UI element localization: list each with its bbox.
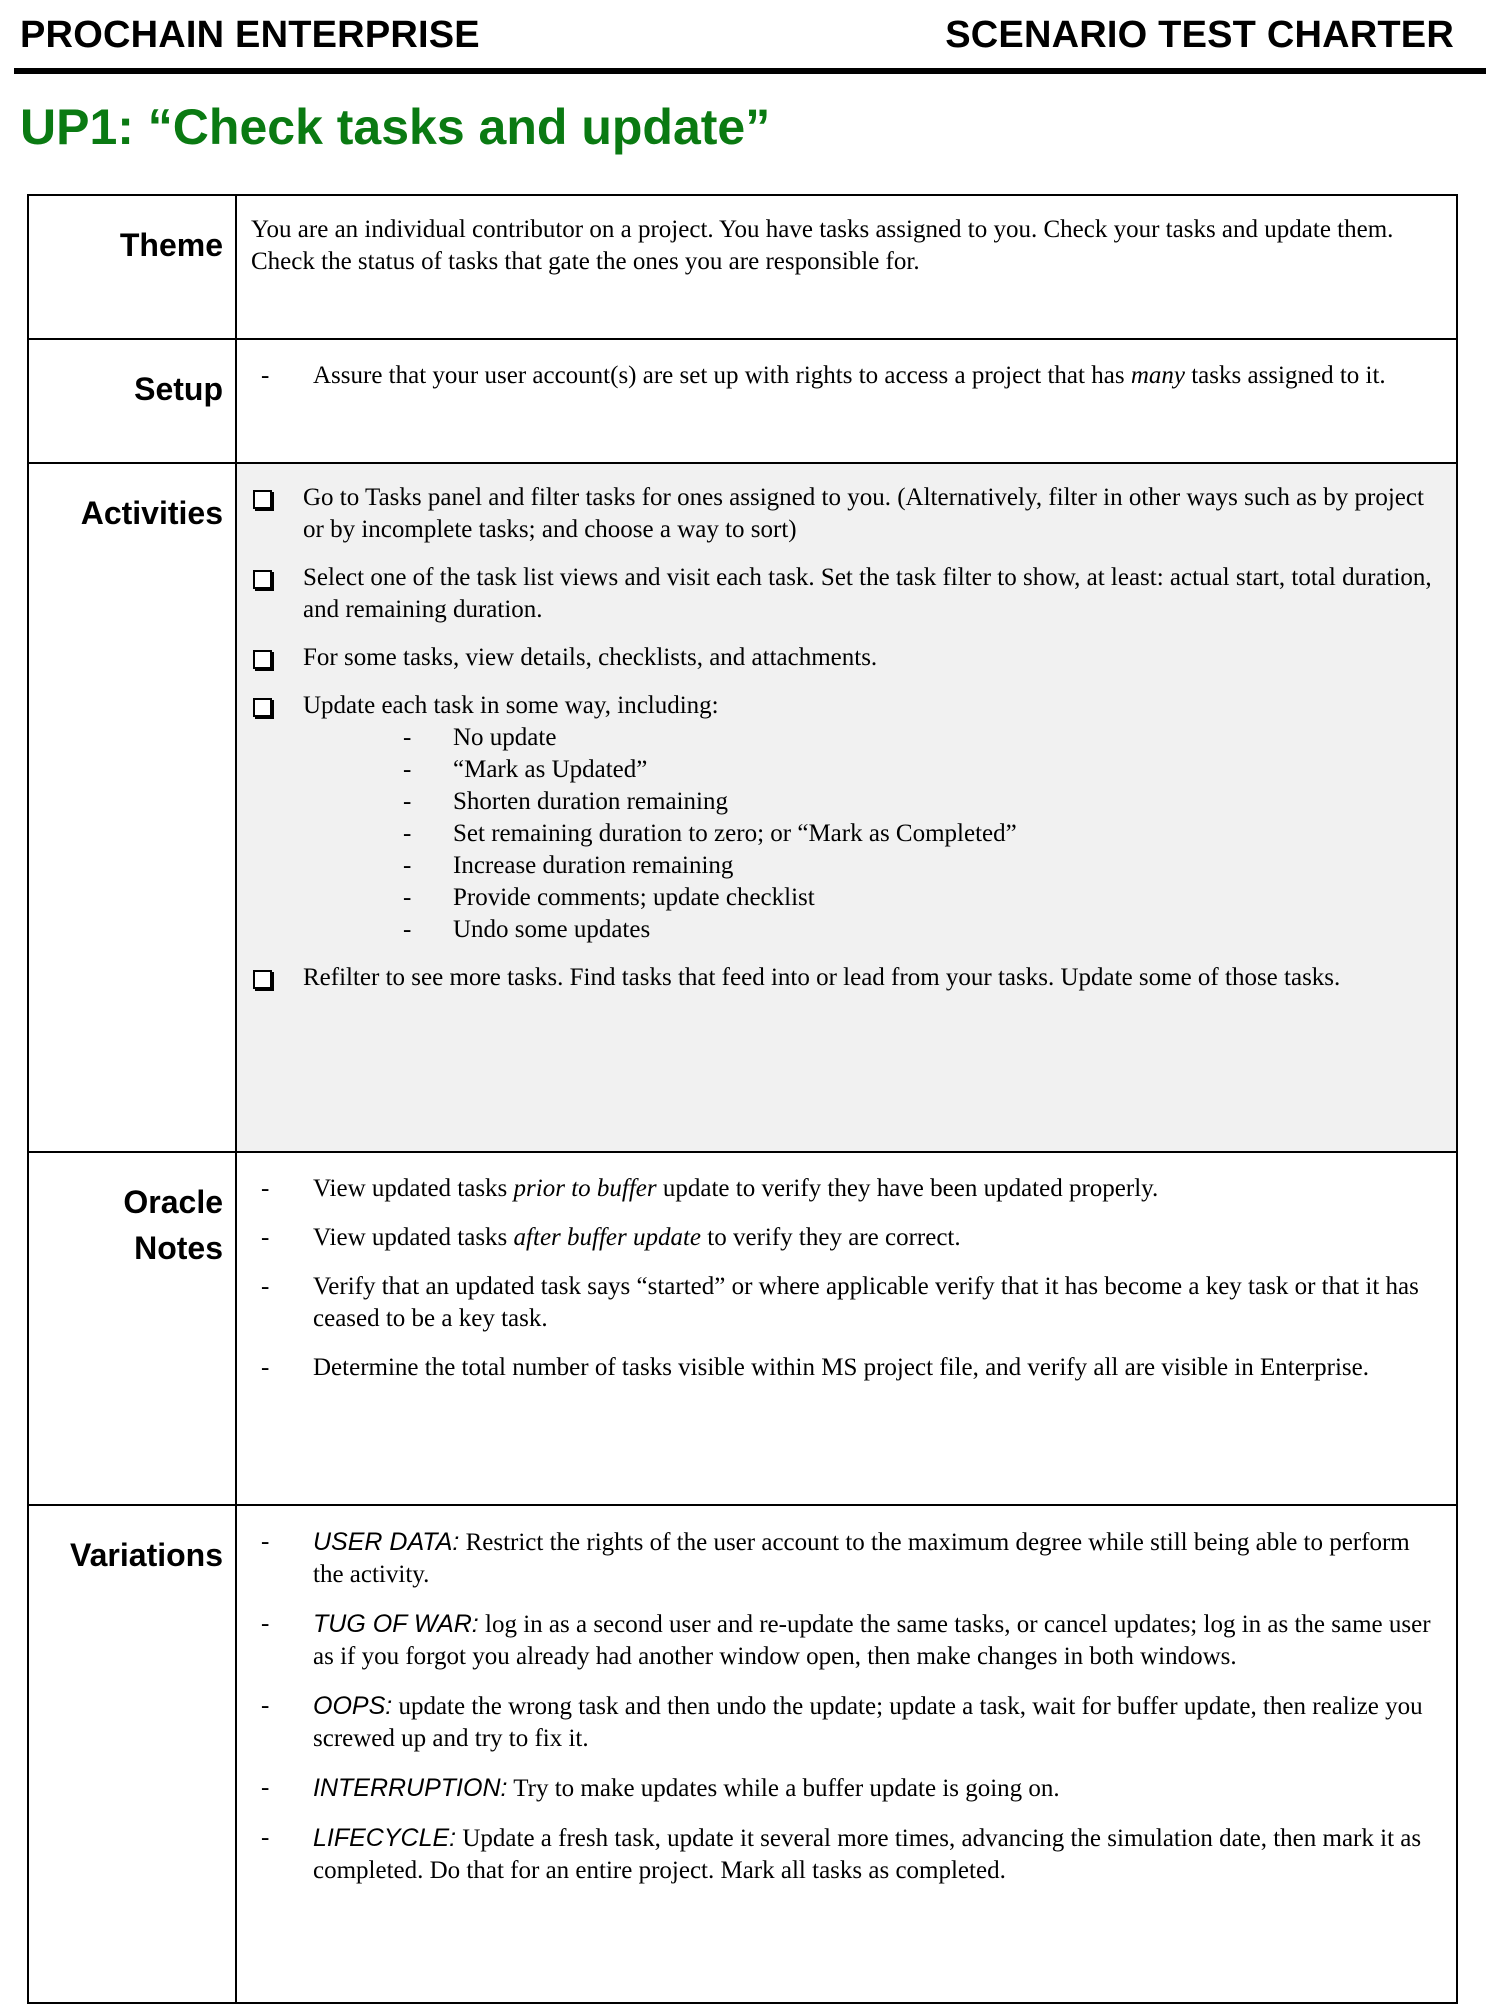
setup-row [28, 339, 1457, 463]
theme-text: You are an individual contributor on a project. You have tasks assigned to you. Check your tasks and update them. Check the status of tasks that gate the ones you are responsible for. [251, 216, 1394, 275]
activity-text: Go to Tasks panel and filter tasks for ones assigned to you. (Alternatively, filter in other ways such as by project or by incomplete tasks; and choose a way to sort) [303, 484, 1424, 543]
activity-item [251, 562, 1438, 626]
theme-label: Theme [28, 195, 236, 339]
setup-emphasis: many [1130, 362, 1185, 389]
variation-item: - USER DATA: Restrict the rights of the user account to the maximum degree while still being able to perform the activity. [261, 1528, 1410, 1588]
dash-bullet: - [403, 852, 412, 879]
activity-text: Update each task in some way, including: [303, 692, 719, 719]
update-option: - Provide comments; update checklist [303, 882, 1438, 914]
oracle-notes-row [28, 1152, 1457, 1505]
activity-item [251, 642, 1438, 674]
variation-item: - TUG OF WAR: log in as a second user and re-update the same tasks, or cancel updates; log in as the same user as if you forgot you already had another window open, then make changes in both windows. [261, 1610, 1431, 1670]
variations-label: Variations [28, 1505, 236, 2003]
page-title: UP1: “Check tasks and update” [20, 99, 771, 155]
setup-text: Assure that your user account(s) are set up with rights to access a project that has [313, 362, 1131, 389]
oracle-notes-label: Oracle Notes [28, 1152, 236, 1505]
oracle-note: - Verify that an updated task says “started” or where applicable verify that it has become a key task or that it has ceased to be a key task. [261, 1273, 1419, 1332]
activities-row [28, 463, 1457, 1152]
header-document-type: SCENARIO TEST CHARTER [945, 14, 1454, 56]
dash-bullet: - [403, 916, 412, 943]
activity-text: For some tasks, view details, checklists, and attachments. [303, 644, 878, 671]
theme-cell [236, 195, 1457, 339]
activity-text: Refilter to see more tasks. Find tasks that feed into or lead from your tasks. Update some of those tasks. [303, 964, 1341, 991]
dash-bullet: - [403, 820, 412, 847]
setup-cell [236, 339, 1457, 463]
dash-bullet: - [261, 362, 270, 389]
activities-label: Activities [28, 463, 236, 1152]
activity-item [251, 482, 1438, 546]
activity-item [251, 690, 1438, 946]
update-option: - Increase duration remaining [303, 850, 1438, 882]
setup-item [251, 360, 1438, 392]
activity-item [251, 962, 1438, 994]
oracle-note: - View updated tasks prior to buffer update to verify they have been updated properly. [261, 1175, 1159, 1202]
variation-item: - INTERRUPTION: Try to make updates while a buffer update is going on. [261, 1774, 1060, 1802]
variation-item: - LIFECYCLE: Update a fresh task, update it several more times, advancing the simulation date, then mark it as completed. Do that for an entire project. Mark all tasks as completed. [261, 1824, 1422, 1884]
setup-text-end: tasks assigned to it. [1184, 362, 1386, 389]
oracle-notes-cell [236, 1152, 1457, 1505]
charter-table [27, 194, 1458, 2004]
oracle-note: - Determine the total number of tasks visible within MS project file, and verify all are visible in Enterprise. [261, 1354, 1369, 1381]
activity-text: Select one of the task list views and visit each task. Set the task filter to show, at least: actual start, total duration, and remaining duration. [303, 564, 1432, 623]
variations-cell [236, 1505, 1457, 2003]
setup-label: Setup [28, 339, 236, 463]
variation-item: - OOPS: update the wrong task and then undo the update; update a task, wait for buffer update, then realize you screwed up and try to fix it. [261, 1692, 1423, 1752]
dash-bullet: - [403, 884, 412, 911]
checkbox-icon [253, 698, 272, 717]
checkbox-icon [253, 970, 272, 989]
update-option: - No update [303, 722, 1438, 754]
header-rule [14, 68, 1486, 74]
variations-row [28, 1505, 1457, 2003]
header-product-name: PROCHAIN ENTERPRISE [20, 14, 480, 56]
oracle-note: - View updated tasks after buffer update to verify they are correct. [261, 1224, 961, 1251]
update-options-list [303, 722, 1438, 946]
checkbox-icon [253, 650, 272, 669]
dash-bullet: - [403, 756, 412, 783]
update-option: - Undo some updates [303, 914, 1438, 946]
dash-bullet: - [403, 788, 412, 815]
theme-row [28, 195, 1457, 339]
dash-bullet: - [403, 724, 412, 751]
update-option: - “Mark as Updated” [303, 754, 1438, 786]
update-option: - Shorten duration remaining [303, 786, 1438, 818]
checkbox-icon [253, 570, 272, 589]
checkbox-icon [253, 490, 272, 509]
update-option: - Set remaining duration to zero; or “Mark as Completed” [303, 818, 1438, 850]
activities-cell [236, 463, 1457, 1152]
